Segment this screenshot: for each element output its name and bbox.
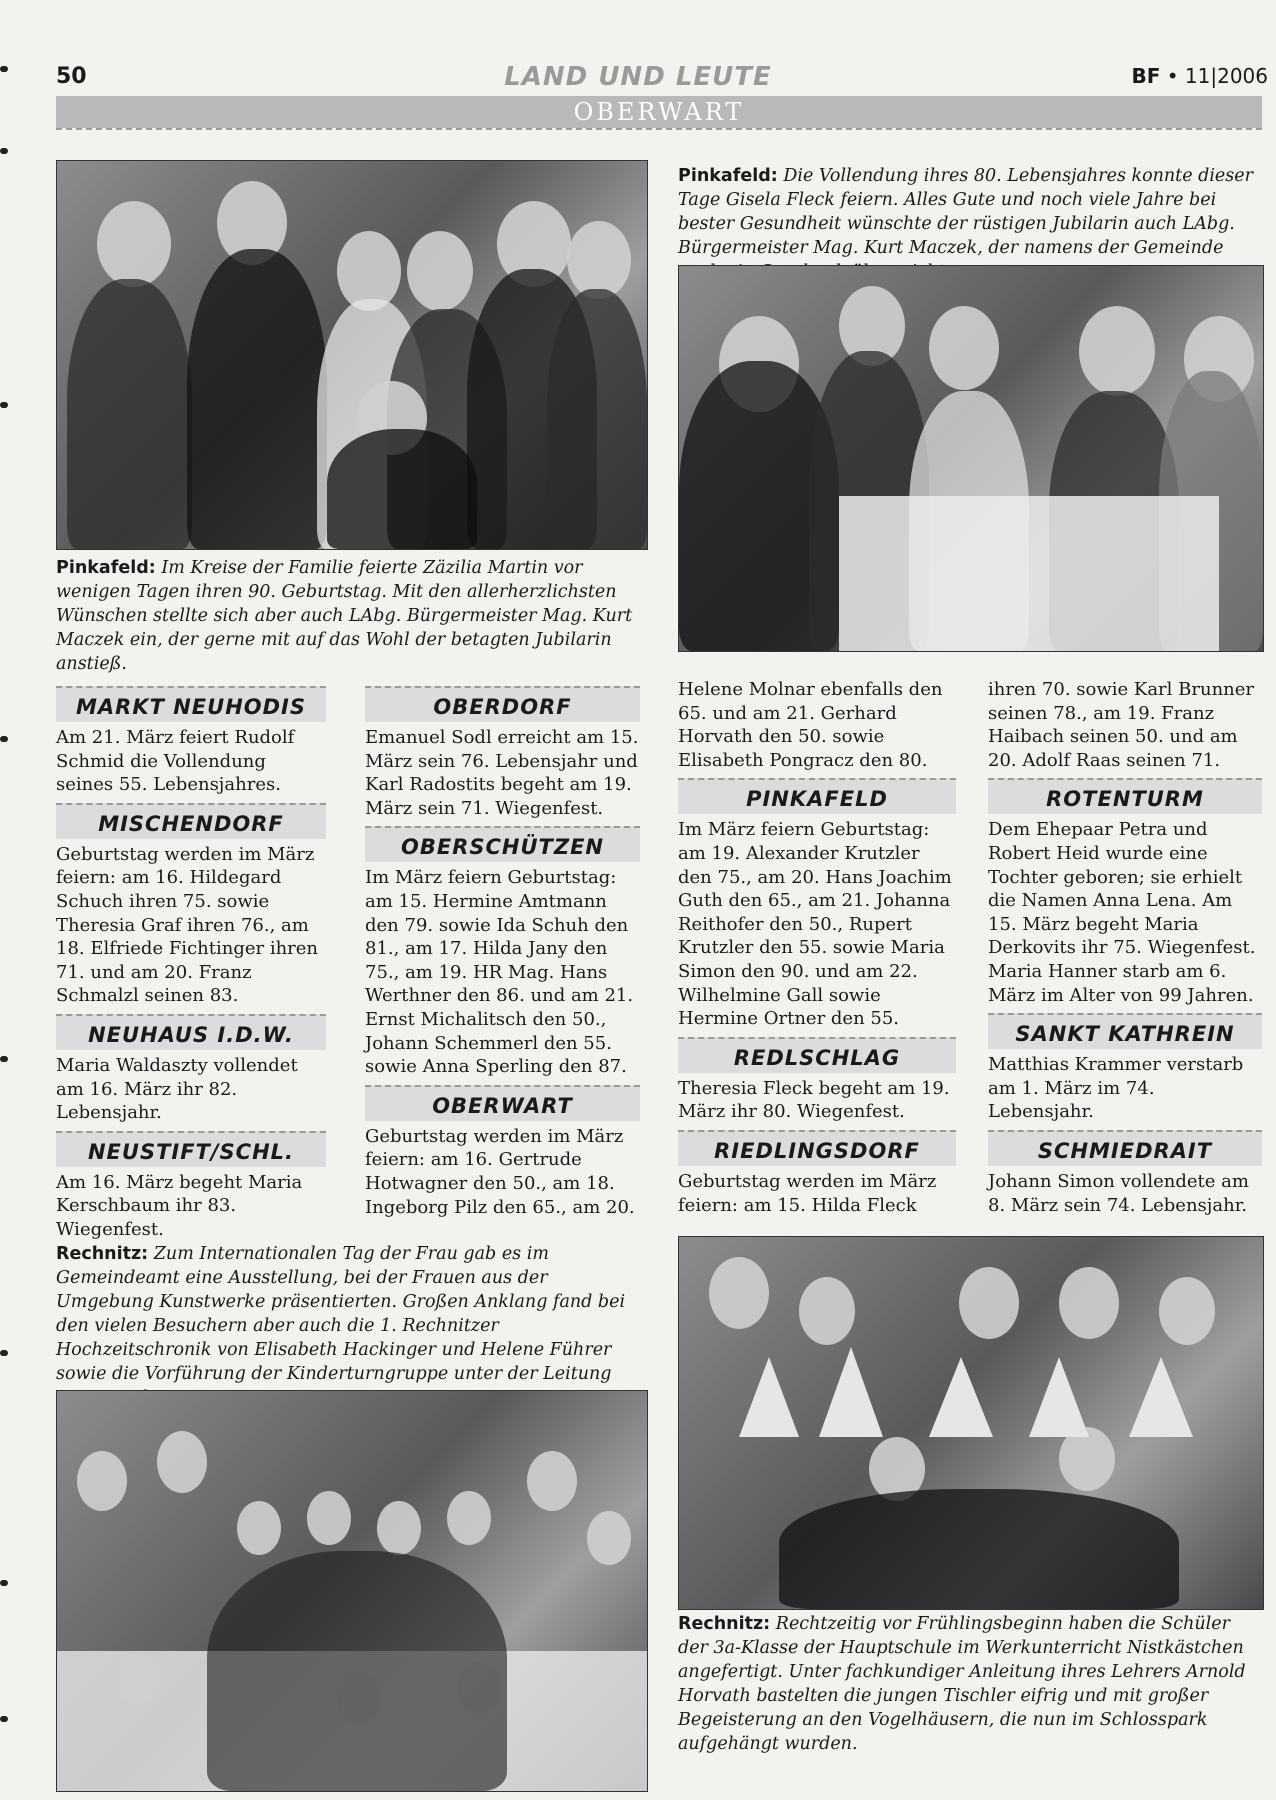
caption-top-right: Pinkafeld: Die Vollendung ihres 80. Lebensjahres konnte dieser Tage Gisela Fleck feiern. Alles Gute und noch viele Jahre bei bester Gesundheit wünschte der rüstigen Jubilarin auch LAbg. Bürgermeister Mag. Kurt Maczek, der namens der Gemeinde xyxy=(678,166,1253,258)
issue-brand: BF xyxy=(1131,64,1161,88)
heading-oberwart: OBERWART xyxy=(365,1085,640,1121)
photo-kinderturngruppe xyxy=(56,1390,648,1792)
article-oberschuetzen: Im März feiern Geburtstag: am 15. Hermine Amtmann den 79. sowie Ida Schuh den 81., am 17. Hilda Jany den 75., am 19. HR Mag. Hans Werthner den 86. und am 21. Ernst Michalitsch den 50., Johann Schemmerl den 55. sowie Anna Sperling den 87. xyxy=(365,867,634,1078)
heading-neustift: NEUSTIFT/SCHL. xyxy=(56,1131,326,1167)
photo-gisela-fleck xyxy=(678,265,1264,652)
photo-family-birthday xyxy=(56,160,648,550)
caption-bottom-left: Rechnitz: Zum Internationalen Tag der Frau gab es im Gemeindeamt eine Ausstellung, bei der Frauen aus der Umgebung Kunstwerke präsentierten. Großen Anklang fand bei den vielen Besuchern aber auch die 1. Rechnitzer Hochzeitschronik von Elisabeth Hackinger und Helene Führer sowie die Vorführung der Kinderturngruppe unter der Leitung xyxy=(56,1244,626,1384)
heading-schmiedrait: SCHMIEDRAIT xyxy=(988,1130,1262,1166)
article-sankt-kathrein: Matthias Krammer verstarb am 1. März im 74. Lebensjahr. xyxy=(988,1054,1244,1123)
heading-mischendorf: MISCHENDORF xyxy=(56,803,326,839)
article-oberwart-continued: Helene Molnar ebenfalls den 65. und am 21. Gerhard Horvath den 50. sowie Elisabeth Pongracz den 80. xyxy=(678,679,943,771)
column-4 xyxy=(988,678,1262,1219)
article-riedlingsdorf-continued: ihren 70. sowie Karl Brunner seinen 78., am 19. Franz Haibach seinen 50. und am 20. Adolf Raas seinen 71. xyxy=(988,679,1255,771)
article-oberdorf: Emanuel Sodl erreicht am 15. März sein 76. Lebensjahr und Karl Radostits begeht am 19. März sein 71. Wiegenfest. xyxy=(365,727,639,819)
heading-riedlingsdorf: RIEDLINGSDORF xyxy=(678,1130,956,1166)
scan-mark xyxy=(0,1350,8,1356)
article-redlschlag: Theresia Fleck begeht am 19. März ihr 80. Wiegenfest. xyxy=(678,1077,950,1123)
heading-neuhaus: NEUHAUS I.D.W. xyxy=(56,1014,326,1050)
banner-text: OBERWART xyxy=(573,98,745,126)
issue-separator: • xyxy=(1166,64,1179,88)
article-markt-neuhodis: Am 21. März feiert Rudolf Schmid die Vollendung seines 55. Lebensjahres. xyxy=(56,727,295,796)
scan-mark xyxy=(0,1056,8,1062)
article-riedlingsdorf: Geburtstag werden im März feiern: am 15. Hilda Fleck xyxy=(678,1170,937,1216)
article-rotenturm: Dem Ehepaar Petra und Robert Heid wurde eine Tochter geboren; sie erhielt die Namen Anna Lena. Am 15. März begeht Maria Derkovits ihr 75. Wiegenfest. Maria Hanner starb am 6. März im Alter von 99 Jahren. xyxy=(988,819,1256,1006)
scan-mark xyxy=(0,1716,8,1722)
page-number: 50 xyxy=(56,64,87,89)
article-pinkafeld: Im März feiern Geburtstag: am 19. Alexander Krutzler den 75., am 20. Hans Joachim Guth den 65., am 21. Johanna Reithofer den 50., Rupert Krutzler den 55. sowie Maria Simon den 90. und am 22. Wilhelmine Gall sowie Hermine Ortner den 55. xyxy=(678,819,952,1030)
heading-oberdorf: OBERDORF xyxy=(365,686,640,722)
heading-markt-neuhodis: MARKT NEUHODIS xyxy=(56,686,326,722)
heading-pinkafeld: PINKAFELD xyxy=(678,778,956,814)
article-neustift: Am 16. März begeht Maria Kerschbaum ihr 83. Wiegenfest. xyxy=(56,1171,303,1240)
scan-mark xyxy=(0,148,8,154)
column-1 xyxy=(56,680,326,1244)
column-3 xyxy=(678,678,956,1219)
header-divider xyxy=(56,128,1262,130)
issue-info xyxy=(1131,64,1268,88)
article-neuhaus: Maria Waldaszty vollendet am 16. März ihr 82. Lebensjahr. xyxy=(56,1054,298,1124)
column-2 xyxy=(365,680,640,1221)
heading-sankt-kathrein: SANKT KATHREIN xyxy=(988,1013,1262,1049)
scan-mark xyxy=(0,736,8,742)
caption-bottom-right: Rechnitz: Rechtzeitig vor Frühlingsbeginn haben die Schüler der 3a-Klasse der Hauptschule im Werkunterricht Nistkästchen angefertigt. Unter fachkundiger Anleitung ihres Lehrers Arnold Horvath bastelten die jungen Tischler eifrig und mit großer Begeisterung an den Vogelhäusern, die nun im Schlosspark aufgehängt wurden. xyxy=(678,1614,1246,1754)
heading-redlschlag: REDLSCHLAG xyxy=(678,1037,956,1073)
article-oberwart: Geburtstag werden im März feiern: am 16. Gertrude Hotwagner den 50., am 18. Ingeborg Pilz den 65., am 20. xyxy=(365,1125,635,1218)
scan-mark xyxy=(0,402,8,408)
region-banner xyxy=(56,96,1262,128)
heading-oberschuetzen: OBERSCHÜTZEN xyxy=(365,826,640,862)
caption-top-left: Pinkafeld: Im Kreise der Familie feierte Zäzilia Martin vor wenigen Tagen ihren 90. Geburtstag. Mit den allerherzlichsten Wünschen stellte sich aber auch LAbg. Bürgermeister Mag. Kurt Maczek ein, der gerne mit auf das Wohl der betagten Jubilarin anstieß. xyxy=(56,558,633,674)
issue-date: 11|2006 xyxy=(1184,64,1268,88)
heading-rotenturm: ROTENTURM xyxy=(988,778,1262,814)
scan-mark xyxy=(0,1580,8,1586)
article-mischendorf: Geburtstag werden im März feiern: am 16. Hildegard Schuch ihren 75. sowie Theresia Graf ihren 76., am 18. Elfriede Fichtinger ihren 71. und am 20. Franz Schmalzl seinen 83. xyxy=(56,843,319,1007)
photo-nistkaestchen xyxy=(678,1236,1264,1610)
article-schmiedrait: Johann Simon vollendete am 8. März sein 74. Lebensjahr. xyxy=(988,1170,1249,1216)
section-title: LAND UND LEUTE xyxy=(504,62,772,92)
